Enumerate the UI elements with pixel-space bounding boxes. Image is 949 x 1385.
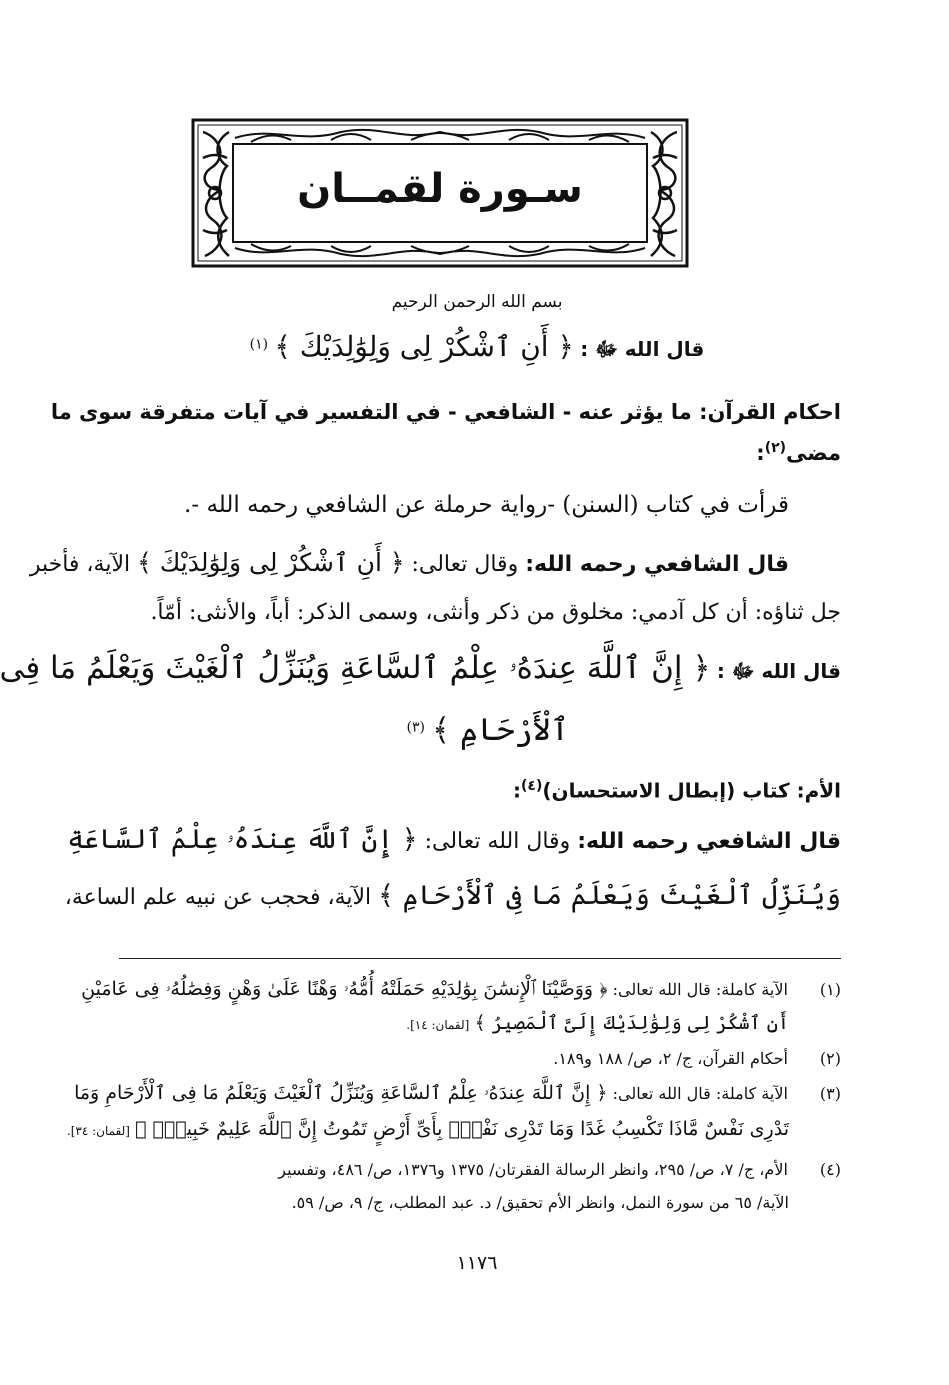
text: الآية، فحجب عن نبيه علم الساعة، [64,885,372,910]
heading-colon: : [756,441,765,465]
verse-intro-line-2 [0,650,841,688]
footnote-text: أحكام القرآن، ج/ ٢، ص/ ١٨٨ و١٨٩. [553,1049,788,1068]
verse-citation: [لقمان: ١٤]. [406,1018,470,1032]
surah-title-frame [191,118,689,268]
intro-text: قال الله ﷻ : [716,659,841,683]
footnote-4-continued: الآية/ ٦٥ من سورة النمل، وانظر الأم تحقيق/ د. عبد المطلب، ج/ ٩، ص/ ٥٩. [291,1193,789,1212]
intro-text: قال الله ﷻ : [580,337,705,361]
footnote-text: الآية كاملة: قال الله تعالى: [612,980,788,999]
surah-title: سـورة لقمــان [297,166,583,212]
quran-verse: ﴿ أَنِ ٱشْكُرْ لِى وَلِوَٰلِدَيْكَ ﴾ [274,330,574,363]
verse-continued [113,712,569,748]
quran-verse: ﴿ إِنَّ ٱللَّهَ عِندَهُۥ عِلْمُ ٱلسَّاعَةِ [67,824,418,855]
footnote-ref-4[interactable]: (٤) [521,778,543,794]
footnote-number: (١) [819,980,841,999]
text: وقال تعالى: [411,552,519,577]
quran-verse: أَنِ ٱشْكُرْ لِى وَلِوَٰلِدَيْكَ إِلَىَّ ٱلْمَصِيرُ ﴾ [474,1012,789,1034]
footnote-text: الأم، ج/ ٧، ص/ ٢٩٥، وانظر الرسالة الفقرتان/ ١٣٧٥ و١٣٧٦، ص/ ٤٨٦، وتفسير [278,1160,788,1179]
footnote-text: الآية كاملة: قال الله تعالى: [612,1084,788,1103]
heading-colon: : [513,778,522,803]
speaker: قال الشافعي رحمه الله: [525,552,789,577]
speaker: قال الشافعي رحمه الله: [577,829,841,854]
footnote-1-continued [113,1012,789,1034]
footnote-3 [74,1082,841,1104]
quran-verse: ٱلْأَرْحَامِ ﴾ [431,712,569,748]
paragraph-line [29,548,789,577]
paragraph-line: جل ثناؤه: أن كل آدمي: مخلوق من ذكر وأنثى، وسمى الذكر: أباً، والأنثى: أمّاً. [150,600,841,625]
footnote-number: (٣) [819,1084,841,1103]
heading-word: مضى [786,441,841,465]
section-heading: احكام القرآن: ما يؤثر عنه - الشافعي - في التفسير في آيات متفرقة سوى ما [50,400,841,424]
quran-verse: ﴿ إِنَّ ٱللَّهَ عِندَهُۥ عِلْمُ ٱلسَّاعَةِ وَيُنَزِّلُ ٱلْغَيْثَ وَيَعْلَمُ مَا فِى ٱلْأَرْحَامِ وَمَا [74,1082,608,1104]
paragraph-line [64,880,841,911]
text: الآية، فأخبر [29,552,131,577]
quran-verse: ﴿ وَوَصَّيْنَا ٱلْإِنسَٰنَ بِوَٰلِدَيْهِ حَمَلَتْهُ أُمُّهُۥ وَهْنًا عَلَىٰ وَهْنٍ وَفِصَٰلُهُۥ فِى عَامَيْنِ [81,978,608,1000]
quran-verse: ﴿ أَنِ ٱشْكُرْ لِى وَلِوَٰلِدَيْكَ ﴾ [137,548,405,577]
section-heading [113,778,841,803]
section-heading-continued [113,440,841,465]
paragraph-line: قرأت في كتاب (السنن) -رواية حرملة عن الشافعي رحمه الله -. [184,492,789,518]
footnote-ref-3[interactable]: (٣) [406,719,425,736]
footnote-ref-1[interactable]: (١) [249,336,269,353]
verse-intro-line-1 [185,330,769,366]
basmala: بسم الله الرحمن الرحيم [391,292,563,312]
verse-citation: [لقمان: ٣٤]. [66,1124,130,1138]
quran-verse: تَدْرِى نَفْسٌ مَّاذَا تَكْسِبُ غَدًا وَمَا تَدْرِى نَفْسٌۢ بِأَىِّ أَرْضٍ تَمُوتُ إِنَّ ٱللَّهَ عَلِيمٌ خَبِيرٌۢ ﴾ [135,1118,789,1140]
quran-verse: وَيُنَزِّلُ ٱلْغَيْثَ وَيَعْلَمُ مَا فِى ٱلْأَرْحَامِ ﴾ [378,880,841,911]
footnote-4 [113,1160,841,1179]
paragraph-line [67,824,841,856]
footnote-1 [81,978,841,1000]
text: وقال الله تعالى: [424,829,571,854]
footnote-separator [119,958,841,959]
footnote-2 [113,1049,841,1068]
quran-verse: ﴿ إِنَّ ٱللَّهَ عِندَهُۥ عِلْمُ ٱلسَّاعَةِ وَيُنَزِّلُ ٱلْغَيْثَ وَيَعْلَمُ مَا فِى [0,650,711,686]
heading-text: الأم: كتاب (إبطال الاستحسان) [542,778,841,803]
footnote-number: (٤) [819,1160,841,1179]
footnote-ref-2[interactable]: (٢) [764,440,787,456]
page-number: ١١٧٦ [456,1252,498,1274]
footnote-number: (٢) [819,1049,841,1068]
footnote-3-continued [66,1118,789,1140]
